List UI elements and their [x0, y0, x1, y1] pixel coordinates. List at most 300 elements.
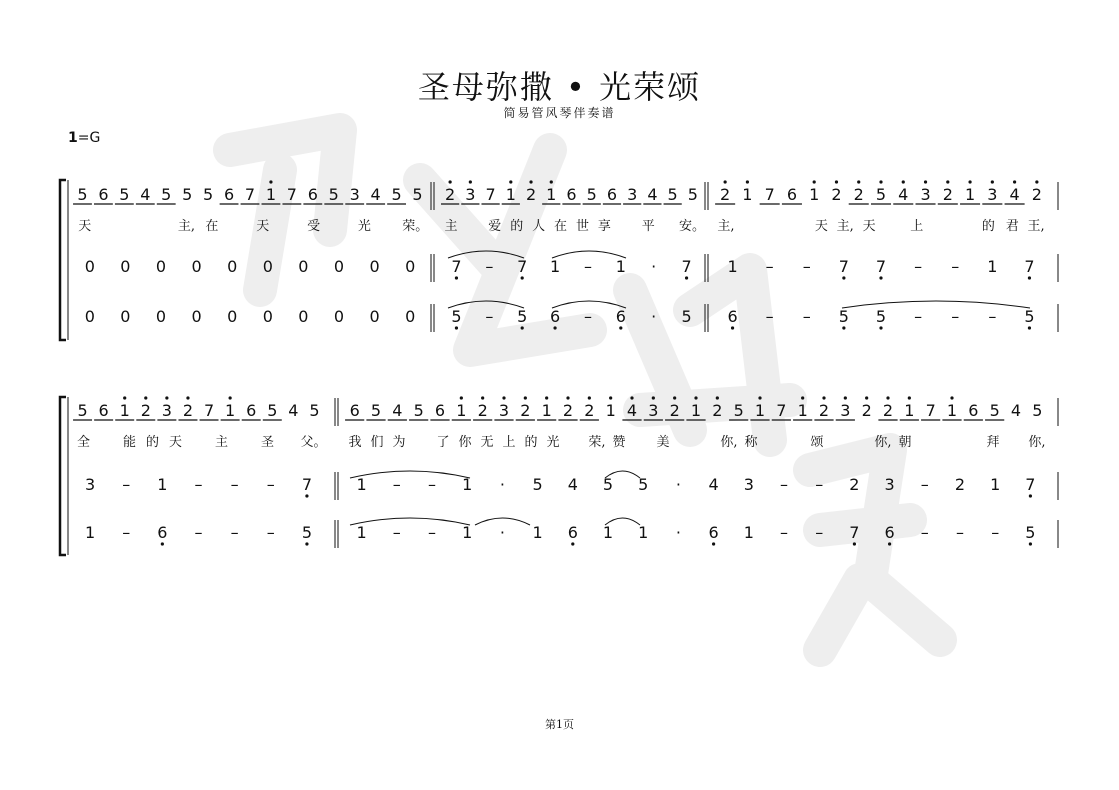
melody-note: 5: [586, 185, 597, 204]
bass-note: –: [122, 523, 131, 542]
lyric: 圣: [260, 435, 275, 450]
low-octave-dot: [455, 276, 458, 279]
lyric: 世: [575, 219, 589, 234]
low-octave-dot: [305, 542, 308, 545]
melody-note: 1: [456, 401, 467, 420]
high-octave-dot: [449, 180, 452, 183]
low-octave-dot: [842, 276, 845, 279]
low-octave-dot: [455, 326, 458, 329]
alto-note: 1: [727, 257, 738, 276]
high-octave-dot: [865, 396, 868, 399]
melody-note: 1: [754, 401, 766, 420]
high-octave-dot: [902, 180, 905, 183]
melody-note: 5: [875, 185, 887, 204]
lyric: 光: [546, 435, 560, 450]
low-octave-dot: [619, 326, 622, 329]
melody-note: 2: [942, 185, 953, 204]
low-octave-dot: [161, 542, 164, 545]
low-octave-dot: [521, 326, 524, 329]
alto-note: 1: [615, 257, 626, 276]
high-octave-dot: [609, 396, 612, 399]
lyric: 无: [480, 435, 494, 450]
melody-note: 2: [477, 401, 488, 420]
melody-note: 6: [349, 401, 360, 420]
melody-note: 7: [286, 185, 297, 204]
low-octave-dot: [1028, 326, 1031, 329]
melody-note: 5: [182, 185, 193, 204]
lyric: 全: [76, 435, 91, 450]
melody-note: 3: [840, 401, 851, 420]
low-octave-dot: [712, 542, 715, 545]
high-octave-dot: [835, 180, 838, 183]
lyric: 安。: [679, 219, 706, 234]
alto-note: 7: [301, 475, 313, 494]
high-octave-dot: [469, 180, 472, 183]
lyric: 君: [1005, 219, 1019, 234]
melody-note: 1: [119, 401, 130, 420]
melody-note: 4: [626, 401, 638, 420]
alto-note: ·: [651, 257, 657, 276]
melody-note: 5: [989, 401, 1000, 420]
melody-note: 3: [648, 401, 659, 420]
alto-note: ·: [499, 475, 505, 494]
alto-note: 3: [884, 475, 895, 494]
melody-note: 2: [669, 401, 680, 420]
melody-note: 5: [161, 185, 172, 204]
alto-note: –: [802, 257, 811, 276]
high-octave-dot: [724, 180, 727, 183]
melody-note: 1: [742, 185, 753, 204]
lyric: 你: [458, 435, 472, 450]
alto-note: 0: [227, 257, 238, 276]
bass-note: ·: [499, 523, 505, 542]
melody-note: 6: [246, 401, 257, 420]
high-octave-dot: [144, 396, 147, 399]
bass-note: 5: [451, 307, 462, 326]
melody-note: 6: [786, 185, 798, 204]
lyric: 你,: [1028, 435, 1046, 450]
bass-note: 0: [120, 307, 131, 326]
low-octave-dot: [879, 326, 882, 329]
bass-note: 6: [549, 307, 561, 326]
low-octave-dot: [879, 276, 882, 279]
low-octave-dot: [1029, 494, 1032, 497]
melody-note: 6: [606, 185, 618, 204]
lyric: 颂: [810, 435, 824, 450]
bass-note: 6: [884, 523, 895, 542]
melody-note: 2: [882, 401, 894, 420]
high-octave-dot: [908, 396, 911, 399]
lyric: 父。: [300, 435, 327, 450]
alto-note: 0: [191, 257, 202, 276]
alto-note: 7: [1024, 257, 1035, 276]
lyric: 的: [981, 219, 995, 234]
bass-note: –: [920, 523, 929, 542]
bass-note: 5: [838, 307, 849, 326]
bass-note: 6: [727, 307, 738, 326]
melody-note: 7: [776, 401, 787, 420]
melody-note: 2: [712, 401, 723, 420]
alto-note: –: [780, 475, 788, 494]
key-number: 1: [68, 130, 78, 146]
lyric: 荣。: [402, 219, 429, 234]
high-octave-dot: [123, 396, 126, 399]
high-octave-dot: [529, 180, 532, 183]
alto-note: –: [230, 475, 239, 494]
alto-note: 7: [451, 257, 462, 276]
melody-note: 5: [119, 185, 130, 204]
melody-note: 4: [392, 401, 403, 420]
high-octave-dot: [879, 180, 882, 183]
alto-note: 7: [681, 257, 692, 276]
high-octave-dot: [673, 396, 676, 399]
high-octave-dot: [1013, 180, 1016, 183]
melody-note: 5: [77, 401, 88, 420]
high-octave-dot: [991, 180, 994, 183]
bass-note: –: [765, 307, 774, 326]
lyric: 主: [214, 435, 229, 450]
alto-note: 2: [954, 475, 966, 494]
alto-note: 1: [987, 257, 998, 276]
high-octave-dot: [269, 180, 272, 183]
alto-note: 1: [462, 475, 473, 494]
melody-note: 5: [1032, 401, 1043, 420]
alto-note: 3: [84, 475, 96, 494]
melody-note: 4: [898, 185, 909, 204]
alto-note: 5: [602, 475, 614, 494]
low-octave-dot: [842, 326, 845, 329]
bass-note: 5: [875, 307, 887, 326]
page-number: 第1页: [545, 718, 574, 731]
high-octave-dot: [813, 180, 816, 183]
alto-note: –: [765, 257, 774, 276]
melody-note: 4: [647, 185, 658, 204]
bass-note: –: [951, 307, 960, 326]
melody-note: 4: [1009, 185, 1020, 204]
bass-note: 0: [298, 307, 309, 326]
high-octave-dot: [652, 396, 655, 399]
bass-note: 5: [1025, 523, 1036, 542]
melody-note: 5: [391, 185, 402, 204]
bass-note: –: [194, 523, 203, 542]
melody-note: 6: [566, 185, 577, 204]
melody-note: 1: [797, 401, 808, 420]
low-octave-dot: [685, 276, 688, 279]
high-octave-dot: [694, 396, 697, 399]
lyric: 的: [510, 219, 524, 234]
melody-note: 2: [520, 401, 531, 420]
melody-note: 6: [434, 401, 446, 420]
melody-note: 1: [946, 401, 958, 420]
melody-note: 2: [140, 401, 151, 420]
lyric: 爱: [488, 219, 502, 234]
high-octave-dot: [886, 396, 889, 399]
lyric: 王,: [1027, 219, 1045, 234]
melody-note: 5: [413, 401, 424, 420]
bass-note: 6: [615, 307, 626, 326]
system-bracket: [60, 397, 66, 555]
high-octave-dot: [1035, 180, 1038, 183]
melody-note: 2: [1031, 185, 1042, 204]
high-octave-dot: [545, 396, 548, 399]
alto-note: 1: [157, 475, 168, 494]
melody-note: 7: [925, 401, 936, 420]
low-octave-dot: [521, 276, 524, 279]
bass-note: 5: [301, 523, 313, 542]
tie-arc: [842, 301, 1030, 308]
alto-note: 7: [875, 257, 887, 276]
bass-note: –: [266, 523, 275, 542]
bass-note: 0: [333, 307, 345, 326]
bass-note: 0: [405, 307, 416, 326]
alto-note: –: [428, 475, 436, 494]
bass-note: 0: [227, 307, 238, 326]
low-octave-dot: [571, 542, 574, 545]
high-octave-dot: [186, 396, 189, 399]
bass-note: 1: [743, 523, 754, 542]
melody-note: 3: [627, 185, 638, 204]
melody-note: 1: [225, 401, 236, 420]
high-octave-dot: [844, 396, 847, 399]
high-octave-dot: [481, 396, 484, 399]
lyric: 天: [814, 219, 828, 234]
alto-note: 3: [743, 475, 754, 494]
melody-note: 5: [733, 401, 744, 420]
melody-note: 2: [853, 185, 864, 204]
high-octave-dot: [566, 396, 569, 399]
page-title: 圣母弥撒 • 光荣颂: [417, 68, 702, 106]
melody-note: 1: [904, 401, 915, 420]
melody-note: 3: [349, 185, 360, 204]
bass-note: 6: [157, 523, 168, 542]
melody-note: 1: [809, 185, 820, 204]
bass-note: –: [780, 523, 788, 542]
low-octave-dot: [1028, 276, 1031, 279]
page-subtitle: 简易管风琴伴奏谱: [503, 106, 616, 120]
melody-note: 5: [370, 401, 382, 420]
alto-note: –: [122, 475, 131, 494]
melody-note: 6: [307, 185, 318, 204]
melody-note: 3: [161, 401, 172, 420]
bass-note: –: [428, 523, 436, 542]
alto-note: –: [194, 475, 203, 494]
melody-note: 4: [1010, 401, 1022, 420]
high-octave-dot: [165, 396, 168, 399]
melody-note: 2: [831, 185, 842, 204]
low-octave-dot: [853, 542, 856, 545]
melody-note: 7: [244, 185, 256, 204]
alto-note: –: [951, 257, 960, 276]
lyric: 人: [532, 219, 546, 234]
lyric: 荣,: [588, 435, 606, 450]
alto-note: 0: [405, 257, 416, 276]
alto-note: 0: [155, 257, 167, 276]
alto-note: 0: [262, 257, 273, 276]
high-octave-dot: [509, 180, 512, 183]
melody-note: 1: [541, 401, 552, 420]
alto-note: –: [485, 257, 494, 276]
alto-note: 7: [517, 257, 528, 276]
lyric: 主: [444, 219, 458, 234]
melody-note: 1: [265, 185, 277, 204]
lyric: 主,: [717, 219, 735, 234]
alto-note: 5: [532, 475, 543, 494]
melody-note: 5: [309, 401, 320, 420]
high-octave-dot: [630, 396, 633, 399]
alto-note: –: [815, 475, 824, 494]
bass-note: –: [991, 523, 1000, 542]
alto-note: 2: [849, 475, 860, 494]
high-octave-dot: [550, 180, 553, 183]
high-octave-dot: [502, 396, 505, 399]
bass-note: –: [802, 307, 811, 326]
bass-note: 1: [602, 523, 614, 542]
melody-note: 1: [964, 185, 976, 204]
high-octave-dot: [822, 396, 825, 399]
lyric: 美: [656, 435, 670, 450]
melody-note: 4: [288, 401, 299, 420]
lyric: 了: [436, 435, 450, 450]
melody-note: 5: [328, 185, 339, 204]
low-octave-dot: [731, 326, 734, 329]
lyric: 在: [554, 219, 568, 234]
alto-note: –: [266, 475, 275, 494]
bass-note: –: [583, 307, 592, 326]
bass-note: –: [815, 523, 824, 542]
melody-note: 2: [562, 401, 574, 420]
bass-note: 0: [84, 307, 95, 326]
high-octave-dot: [229, 396, 232, 399]
bass-note: 1: [84, 523, 96, 542]
melody-note: 7: [203, 401, 215, 420]
lyric: 我: [348, 435, 362, 450]
high-octave-dot: [857, 180, 860, 183]
bass-note: ·: [651, 307, 657, 326]
high-octave-dot: [968, 180, 971, 183]
high-octave-dot: [524, 396, 527, 399]
lyric: 天: [862, 219, 876, 234]
bass-note: 7: [849, 523, 860, 542]
lyric: 上: [502, 435, 516, 450]
alto-note: 5: [638, 475, 649, 494]
melody-note: 7: [485, 185, 496, 204]
bass-note: 0: [155, 307, 167, 326]
lyric: 朝: [898, 435, 912, 450]
melody-note: 6: [223, 185, 235, 204]
key-letter: =G: [77, 130, 101, 146]
alto-note: 7: [1025, 475, 1036, 494]
alto-note: –: [392, 475, 401, 494]
melody-note: 7: [764, 185, 775, 204]
low-octave-dot: [553, 326, 556, 329]
melody-note: 3: [465, 185, 476, 204]
alto-note: 4: [567, 475, 578, 494]
bass-note: 5: [681, 307, 692, 326]
bass-note: 1: [462, 523, 473, 542]
lyric: 平: [641, 219, 655, 234]
alto-note: ·: [675, 475, 681, 494]
alto-note: 4: [708, 475, 719, 494]
lyric: 的: [145, 435, 160, 450]
lyric: 上: [910, 219, 924, 234]
bass-note: –: [988, 307, 997, 326]
low-octave-dot: [888, 542, 891, 545]
high-octave-dot: [801, 396, 804, 399]
lyric: 天: [256, 219, 270, 234]
melody-note: 5: [267, 401, 278, 420]
lyric: 你,: [874, 435, 892, 450]
high-octave-dot: [758, 396, 761, 399]
alto-note: 0: [333, 257, 345, 276]
melody-note: 6: [98, 401, 109, 420]
bass-note: 6: [708, 523, 719, 542]
melody-note: 3: [498, 401, 510, 420]
alto-note: –: [920, 475, 929, 494]
bass-note: –: [956, 523, 964, 542]
bass-note: –: [392, 523, 401, 542]
low-octave-dot: [305, 494, 308, 497]
bass-note: 5: [1024, 307, 1035, 326]
bass-note: 6: [567, 523, 578, 542]
bass-note: 0: [191, 307, 202, 326]
system-bracket: [60, 180, 66, 340]
alto-note: 1: [990, 475, 1001, 494]
melody-note: 2: [818, 401, 830, 420]
bass-note: 1: [532, 523, 543, 542]
high-octave-dot: [946, 180, 949, 183]
melody-note: 1: [546, 185, 557, 204]
bass-note: 1: [638, 523, 649, 542]
alto-note: 0: [120, 257, 131, 276]
lyric: 天: [78, 219, 92, 234]
high-octave-dot: [924, 180, 927, 183]
bass-note: ·: [675, 523, 681, 542]
melody-note: 2: [720, 185, 731, 204]
melody-note: 3: [987, 185, 998, 204]
lyric: 拜: [986, 435, 1000, 450]
high-octave-dot: [950, 396, 953, 399]
melody-note: 6: [968, 401, 979, 420]
lyric: 享: [597, 219, 611, 234]
lyric: 天: [168, 435, 183, 450]
melody-note: 6: [98, 185, 109, 204]
lyric: 称: [744, 435, 758, 450]
alto-note: 0: [369, 257, 380, 276]
alto-note: 1: [549, 257, 561, 276]
tie-arc: [350, 518, 470, 525]
lyric: 主,: [177, 219, 195, 234]
melody-note: 4: [140, 185, 151, 204]
high-octave-dot: [716, 396, 719, 399]
melody-note: 5: [687, 185, 698, 204]
melody-note: 5: [77, 185, 88, 204]
lyric: 为: [392, 435, 406, 450]
melody-note: 2: [182, 401, 194, 420]
lyric: 能: [122, 435, 137, 450]
lyric: 光: [357, 219, 371, 234]
bass-note: –: [914, 307, 923, 326]
low-octave-dot: [1029, 542, 1032, 545]
melody-note: 5: [667, 185, 678, 204]
lyric: 在: [205, 219, 219, 234]
bass-note: 0: [369, 307, 380, 326]
lyric: 主,: [836, 219, 854, 234]
lyric: 的: [524, 435, 538, 450]
melody-note: 3: [920, 185, 931, 204]
bass-note: 5: [517, 307, 528, 326]
melody-note: 1: [605, 401, 616, 420]
lyric: 赞: [612, 435, 626, 450]
